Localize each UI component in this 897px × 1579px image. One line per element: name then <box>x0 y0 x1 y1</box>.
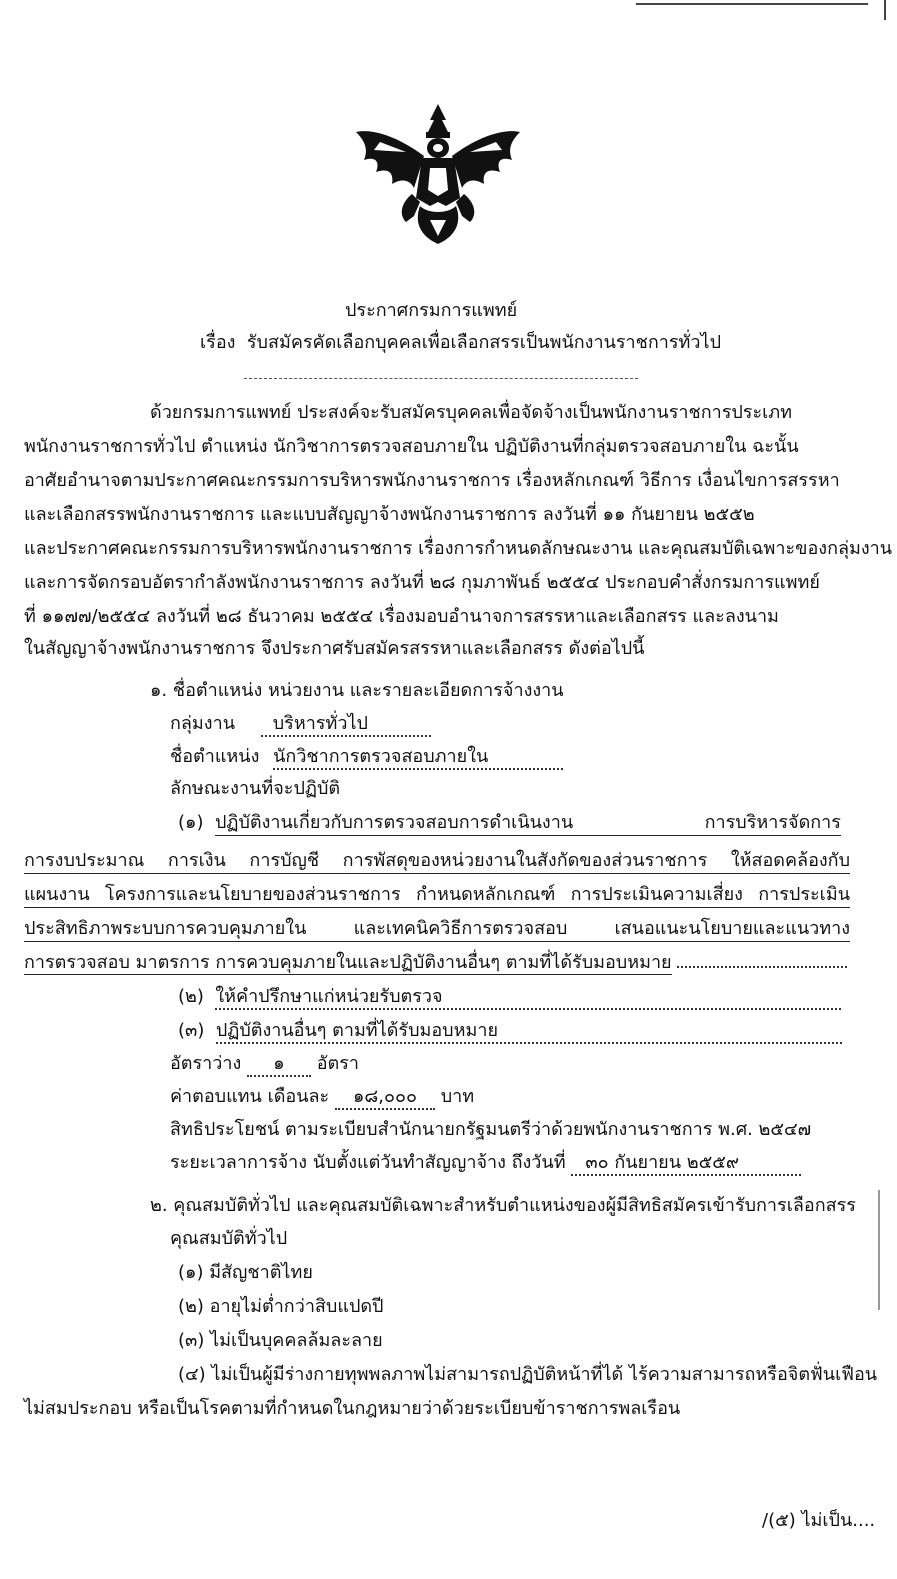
group-label: กลุ่มงาน <box>170 713 235 734</box>
duty3-text: ปฏิบัติงานอื่นๆ ตามที่ได้รับมอบหมาย <box>216 1020 842 1044</box>
intro-line: และประกาศคณะกรรมการบริหารพนักงานราชการ เรื่องการกำหนดลักษณะงาน และคุณสมบัติเฉพาะของกลุ่มงาน <box>24 538 893 559</box>
salary-label: ค่าตอบแทน เดือนละ <box>170 1086 330 1107</box>
vacancy-row <box>170 1053 359 1077</box>
intro-line: พนักงานราชการทั่วไป ตำแหน่ง นักวิชาการตรวจสอบภายใน ปฏิบัติงานที่กลุ่มตรวจสอบภายใน ฉะนั้น <box>24 436 799 457</box>
duty1-line-text: การตรวจสอบ มาตรการ การควบคุมภายในและปฏิบัติงานอื่นๆ ตามที่ได้รับมอบหมาย <box>24 952 672 973</box>
duty3-row <box>178 1020 842 1044</box>
announcement-agency: ประกาศกรมการแพทย์ <box>345 300 518 321</box>
duty2-text: ให้คำปรึกษาแก่หน่วยรับตรวจ <box>215 986 841 1010</box>
qualification-item-4-cont: ไม่สมประกอบ หรือเป็นโรคตามที่กำหนดในกฎหมายว่าด้วยระเบียบข้าราชการพลเรือน <box>24 1398 681 1419</box>
duty1-line-text: แผนงาน โครงการและนโยบายของส่วนราชการ กำหนดหลักเกณฑ์ การประเมินความเสี่ยง การประเมิน <box>24 884 850 908</box>
duty1-text: ปฏิบัติงานเกี่ยวกับการตรวจสอบการดำเนินงาน การบริหารจัดการ <box>215 812 841 836</box>
duty1-line-text: ประสิทธิภาพระบบการควบคุมภายใน และเทคนิควิธีการตรวจสอบ เสนอแนะนโยบายและแนวทาง <box>24 918 850 942</box>
qualification-item-4: (๔) ไม่เป็นผู้มีร่างกายทุพพลภาพไม่สามารถปฏิบัติหน้าที่ได้ ไร้ความสามารถหรือจิตฟั่นเฟือน <box>178 1364 878 1385</box>
subject-label: เรื่อง <box>200 332 236 353</box>
duty1-line-text: การงบประมาณ การเงิน การบัญชี การพัสดุของหน่วยงานในสังกัดของส่วนราชการ ให้สอดคล้องกับ <box>24 850 850 874</box>
qualification-item: (๒) อายุไม่ต่ำกว่าสิบแปดปี <box>178 1296 384 1317</box>
period-value: ๓๐ กันยายน ๒๕๕๙ <box>571 1152 801 1176</box>
salary-value: ๑๘,๐๐๐ <box>335 1086 435 1110</box>
intro-line: และเลือกสรรพนักงานราชการ และแบบสัญญาจ้างพนักงานราชการ ลงวันที่ ๑๑ กันยายน ๒๕๕๒ <box>24 504 755 525</box>
salary-unit: บาท <box>440 1086 475 1107</box>
vacancy-value: ๑ <box>247 1053 311 1077</box>
position-label: ชื่อตำแหน่ง <box>170 746 260 767</box>
scan-edge-mark <box>884 0 886 20</box>
group-row <box>170 713 431 737</box>
duty3-number: (๓) <box>178 1020 205 1041</box>
scan-edge-mark <box>878 1190 880 1310</box>
duty2-row <box>178 986 841 1010</box>
general-qualifications-label: คุณสมบัติทั่วไป <box>170 1228 288 1249</box>
section2-heading: ๒. คุณสมบัติทั่วไป และคุณสมบัติเฉพาะสำหรับตำแหน่งของผู้มีสิทธิสมัครเข้ารับการเลือกสรร <box>150 1195 856 1216</box>
period-row <box>170 1152 801 1176</box>
qualification-item: (๑) มีสัญชาติไทย <box>178 1262 313 1283</box>
continued-marker: /(๕) ไม่เป็น.... <box>762 1510 876 1531</box>
period-label: ระยะเวลาการจ้าง นับตั้งแต่วันทำสัญญาจ้าง ถึงวันที่ <box>170 1152 566 1173</box>
scan-edge-line <box>636 3 868 5</box>
vacancy-label: อัตราว่าง <box>170 1053 242 1074</box>
duty-label: ลักษณะงานที่จะปฏิบัติ <box>170 778 341 799</box>
duty1-line <box>24 884 850 908</box>
intro-line: อาศัยอำนาจตามประกาศคณะกรรมการบริหารพนักงานราชการ เรื่องหลักเกณฑ์ วิธีการ เงื่อนไขการสรรหา <box>24 470 840 491</box>
duty1-first-line <box>178 812 841 836</box>
position-value: นักวิชาการตรวจสอบภายใน <box>273 746 563 770</box>
duty1-line <box>24 952 847 974</box>
vacancy-unit: อัตรา <box>316 1053 360 1074</box>
garuda-emblem <box>350 98 526 246</box>
duty1-number: (๑) <box>178 812 204 833</box>
group-value: บริหารทั่วไป <box>261 713 431 737</box>
salary-row <box>170 1086 474 1110</box>
intro-line: และการจัดกรอบอัตรากำลังพนักงานราชการ ลงวันที่ ๒๘ กุมภาพันธ์ ๒๕๕๔ ประกอบคำสั่งกรมการแพทย์ <box>24 572 820 593</box>
benefits-text: สิทธิประโยชน์ ตามระเบียบสำนักนายกรัฐมนตรีว่าด้วยพนักงานราชการ พ.ศ. ๒๕๔๗ <box>170 1119 812 1140</box>
duty1-line <box>24 850 850 874</box>
subject-text: รับสมัครคัดเลือกบุคคลเพื่อเลือกสรรเป็นพนักงานราชการทั่วไป <box>246 332 722 353</box>
header-divider <box>244 378 638 379</box>
intro-line: ในสัญญาจ้างพนักงานราชการ จึงประกาศรับสมัครสรรหาและเลือกสรร ดังต่อไปนี้ <box>24 638 645 659</box>
fill-dots <box>677 966 847 968</box>
qualification-item: (๓) ไม่เป็นบุคคลล้มละลาย <box>178 1330 383 1351</box>
duty1-line <box>24 918 850 942</box>
intro-line: ที่ ๑๑๗๗/๒๕๕๔ ลงวันที่ ๒๘ ธันวาคม ๒๕๕๔ เรื่องมอบอำนาจการสรรหาและเลือกสรร และลงนาม <box>24 606 779 627</box>
section1-heading: ๑. ชื่อตำแหน่ง หน่วยงาน และรายละเอียดการจ้างงาน <box>150 680 564 701</box>
position-row <box>170 746 563 770</box>
duty2-number: (๒) <box>178 986 204 1007</box>
intro-line: ด้วยกรมการแพทย์ ประสงค์จะรับสมัครบุคคลเพื่อจัดจ้างเป็นพนักงานราชการประเภท <box>150 402 793 423</box>
announcement-subject <box>200 332 721 354</box>
